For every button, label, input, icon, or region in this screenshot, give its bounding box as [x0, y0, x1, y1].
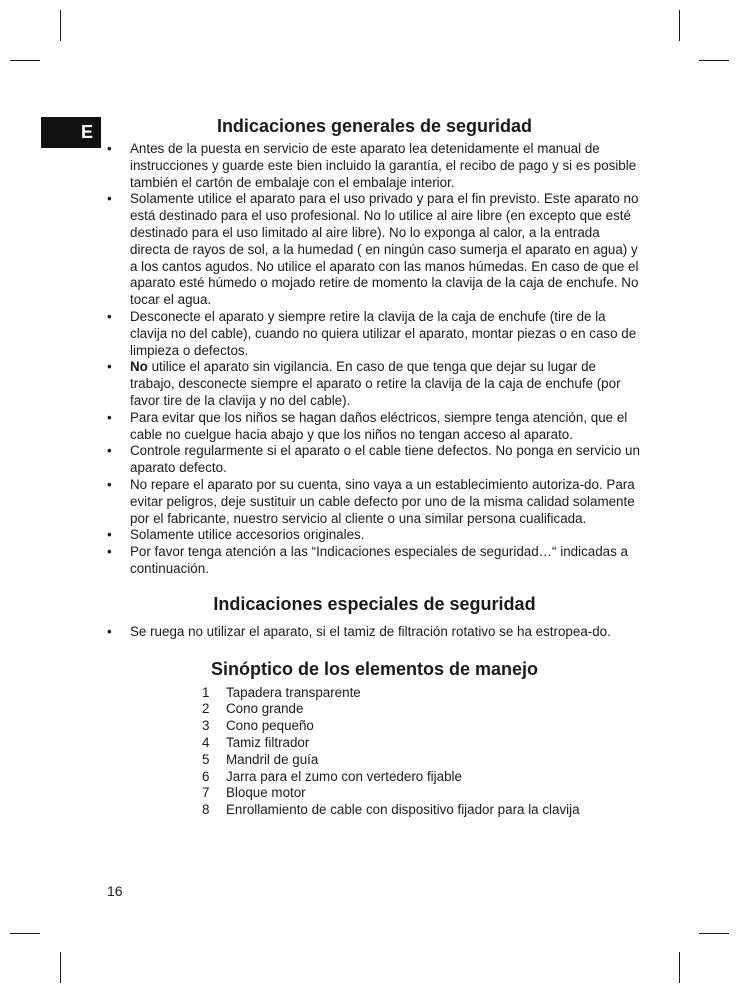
element-item — [202, 752, 642, 769]
element-item — [202, 769, 642, 786]
page-content — [107, 114, 642, 819]
crop-mark — [679, 10, 680, 41]
list-item-text: Controle regularmente si el aparato o el cable tiene defectos. No ponga en servicio un aparato defecto. — [130, 443, 640, 476]
element-label: Cono grande — [226, 701, 304, 717]
list-item — [107, 191, 642, 309]
element-number: 5 — [202, 751, 210, 767]
element-number: 7 — [202, 785, 210, 801]
general-safety-list — [107, 141, 642, 578]
element-number: 3 — [202, 718, 210, 734]
element-number: 4 — [202, 734, 210, 750]
crop-mark — [10, 60, 40, 61]
list-item — [107, 443, 642, 477]
bullet-icon: • — [107, 359, 112, 375]
list-item — [107, 544, 642, 578]
list-item — [107, 141, 642, 191]
list-item-text: Por favor tenga atención a las “Indicaciones especiales de seguridad…“ indicadas a continuación. — [130, 544, 628, 576]
section-title-general: Indicaciones generales de seguridad — [216, 116, 533, 136]
list-item-text: Antes de la puesta en servicio de este aparato lea detenidamente el manual de instrucciones y guarde este bien incluido la garantía, el recibo de pago y si es posible también el cartón de embalaje con el embalaje interior. — [130, 141, 637, 190]
section-title-special: Indicaciones especiales de seguridad — [213, 593, 536, 614]
list-item — [107, 309, 642, 359]
element-item — [202, 785, 642, 802]
element-label: Enrollamiento de cable con dispositivo fijador para la clavija — [226, 802, 580, 818]
elements-list — [202, 685, 642, 819]
bullet-icon: • — [107, 544, 112, 560]
element-label: Jarra para el zumo con vertedero fijable — [226, 768, 462, 784]
element-label: Mandril de guía — [226, 751, 319, 767]
element-number: 1 — [202, 684, 210, 700]
element-number: 6 — [202, 768, 210, 784]
special-safety-list — [107, 624, 642, 641]
crop-mark — [60, 952, 61, 983]
section-title-elements: Sinóptico de los elementos de manejo — [210, 658, 539, 679]
element-item — [202, 735, 642, 752]
bullet-icon: • — [107, 476, 112, 492]
bullet-icon: • — [107, 308, 112, 324]
page-number: 16 — [107, 883, 123, 899]
bullet-icon: • — [107, 141, 112, 156]
list-item-text: Para evitar que los niños se hagan daños eléctricos, siempre tenga atención, que el cable no cuelgue hacia abajo y que los niños no tengan acceso al aparato. — [130, 409, 628, 442]
emphasis-text: No — [130, 359, 148, 375]
element-item — [202, 701, 642, 718]
crop-mark — [679, 952, 680, 983]
list-item-text: No repare el aparato por su cuenta, sino vaya a un establecimiento autoriza-do. Para evitar peligros, deje sustituir un cable defecto por uno de la misma calidad solamente por el fabricante, nuestro servicio al cliente o una similar persona cualificada. — [130, 476, 635, 526]
element-item — [202, 718, 642, 735]
bullet-icon: • — [107, 527, 112, 543]
list-item-text: Se ruega no utilizar el aparato, si el tamiz de filtración rotativo se ha estropea-do. — [130, 623, 611, 639]
bullet-icon: • — [107, 409, 112, 425]
list-item-text: Solamente utilice el aparato para el uso privado y para el fin previsto. Este aparato no está destinado para el uso profesional. No lo utilice al aire libre (en excepto que esté destinado para el uso limitado al aire libre). No lo exponga al calor, a la entrada directa de rayos de sol, a la humedad ( en ningún caso sumerja el aparato en agua) y a los cantos agudos. No utilice el aparato con las manos húmedas. En caso de que el aparato esté húmedo o mojado retire de momento la clavija de la caja de enchufe. No tocar el agua. — [130, 191, 639, 308]
list-item — [107, 527, 642, 544]
list-item-text: Solamente utilice accesorios originales. — [130, 527, 365, 543]
list-item-text: utilice el aparato sin vigilancia. En caso de que tenga que dejar su lugar de trabajo, desconecte siempre el aparato o retire la clavija de la caja de enchufe (por favor tire de la clavija y no del cable). — [130, 359, 621, 408]
crop-mark — [10, 933, 40, 934]
list-item — [107, 477, 642, 527]
bullet-icon: • — [107, 443, 112, 459]
element-number: 8 — [202, 802, 210, 818]
list-item — [107, 410, 642, 444]
bullet-icon: • — [107, 191, 112, 207]
list-item — [107, 359, 642, 409]
list-item — [107, 624, 642, 641]
element-item — [202, 802, 642, 819]
crop-mark — [60, 10, 61, 41]
list-item-text: Desconecte el aparato y siempre retire la clavija de la caja de enchufe (tire de la clavija no del cable), cuando no quiera utilizar el aparato, montar piezas o en caso de limpieza o defectos. — [130, 308, 637, 358]
element-label: Tamiz filtrador — [226, 734, 310, 750]
element-label: Tapadera transparente — [226, 684, 361, 700]
language-tab: E — [41, 117, 101, 148]
crop-mark — [699, 60, 729, 61]
crop-mark — [699, 933, 729, 934]
element-item — [202, 685, 642, 702]
element-number: 2 — [202, 701, 210, 717]
bullet-icon: • — [107, 623, 112, 639]
element-label: Bloque motor — [226, 785, 306, 801]
element-label: Cono pequeño — [226, 718, 314, 734]
